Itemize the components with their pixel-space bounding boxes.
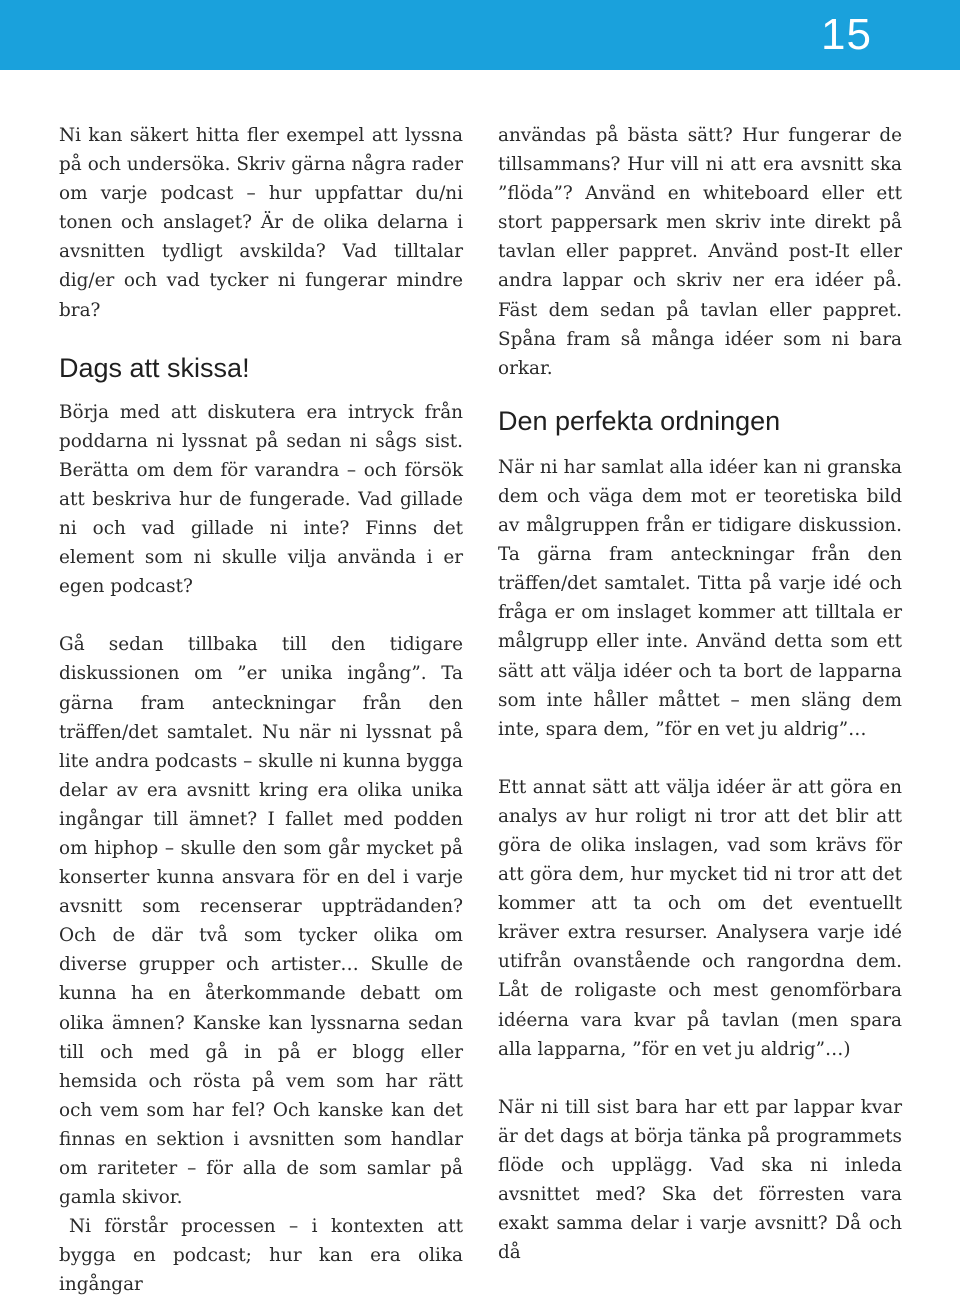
process-paragraph: Ni förstår processen – i kontexten att bygga en podcast; hur kan era olika ingångar <box>59 1216 463 1296</box>
section-heading-skissa: Dags att skissa! <box>59 352 250 383</box>
sorting-paragraph: När ni har samlat alla idéer kan ni granska dem och väga dem mot er teoretiska bild av målgruppen från er tidigare diskussion. Ta gärna fram anteckningar från den träffen/det samtalet. Titta på varje idé och fråga er om inslaget kommer att tilltala er målgrupp eller inte. Använd detta som ett sätt att välja idéer och ta bort de lapparna som inte håller måttet – men släng dem inte, spara dem, ”för en vet ju aldrig”… <box>498 456 902 740</box>
right-column <box>498 121 902 1267</box>
section-heading-ordningen: Den perfekta ordningen <box>498 405 781 436</box>
left-column <box>59 121 463 1299</box>
unique-entry-paragraph: Gå sedan tillbaka till den tidigare diskussionen om ”er unika ingång”. Ta gärna fram anteckningar från den träffen/det samtalet. Nu när ni lyssnat på lite andra podcasts – skulle ni kunna bygga delar av era avsnitt kring era olika unika ingångar till ämnet? I fallet med podden om hiphop – skulle den som går mycket på konserter kunna ansvara för en del i varje avsnitt som recenserar uppträdanden? Och de där två som tycker olika om diverse grupper och artister… Skulle de kunna ha en återkommande debatt om olika ämnen? Kanske kan lyssnarna sedan till och med gå in på er blogg eller hemsida och rösta på vem som har rätt och vem som har fel? Och kanske kan det finnas en sektion i avsnitten som handlar om rariteter – för alla de som samlar på gamla skivor. <box>59 634 463 1209</box>
page-number: 15 <box>821 10 872 59</box>
intro-paragraph: Ni kan säkert hitta fler exempel att lyssna på och undersöka. Skriv gärna några rader om varje podcast – hur uppfattar du/ni tonen och anslaget? Är de olika delarna i avsnitten tydligt avskilda? Vad tilltalar dig/er och vad tycker ni fungerar mindre bra? <box>59 125 463 321</box>
analysis-paragraph: Ett annat sätt att välja idéer är att göra en analys av hur roligt ni tror att det blir att göra de olika inslagen, vad som krävs för att göra dem, hur mycket tid ni tror att det kommer att ta och om det eventuellt kräver extra resurser. Analysera varje idé utifrån ovanstående och rangordna dem. Låt de roligaste och mest genomförbara idéerna vara kvar på tavlan (men spara alla lapparna, ”för en vet ju aldrig”…) <box>498 776 902 1060</box>
header-band <box>0 0 960 70</box>
continued-paragraph: användas på bästa sätt? Hur fungerar de tillsammans? Hur vill ni att era avsnitt ska ”flöda”? Använd en whiteboard eller ett stort pappersark men skriv inte direkt på tavlan eller pappret. Använd post-It eller andra lappar och skriv ner era idéer på. Fäst dem sedan på tavlan eller pappret. Spåna fram så många idéer som ni bara orkar. <box>498 125 902 379</box>
flow-paragraph: När ni till sist bara har ett par lappar kvar är det dags at börja tänka på programmets flöde och upplägg. Vad ska ni inleda avsnittet med? Ska det förresten vara exakt samma delar i varje avsnitt? Då och då <box>498 1096 902 1264</box>
discussion-paragraph: Börja med att diskutera era intryck från poddarna ni lyssnat på sedan ni sågs sist. Berätta om dem för varandra – och försök att beskriva hur de fungerade. Vad gillade ni och vad gillade ni inte? Finns det element som ni skulle vilja använda i er egen podcast? <box>59 401 463 598</box>
